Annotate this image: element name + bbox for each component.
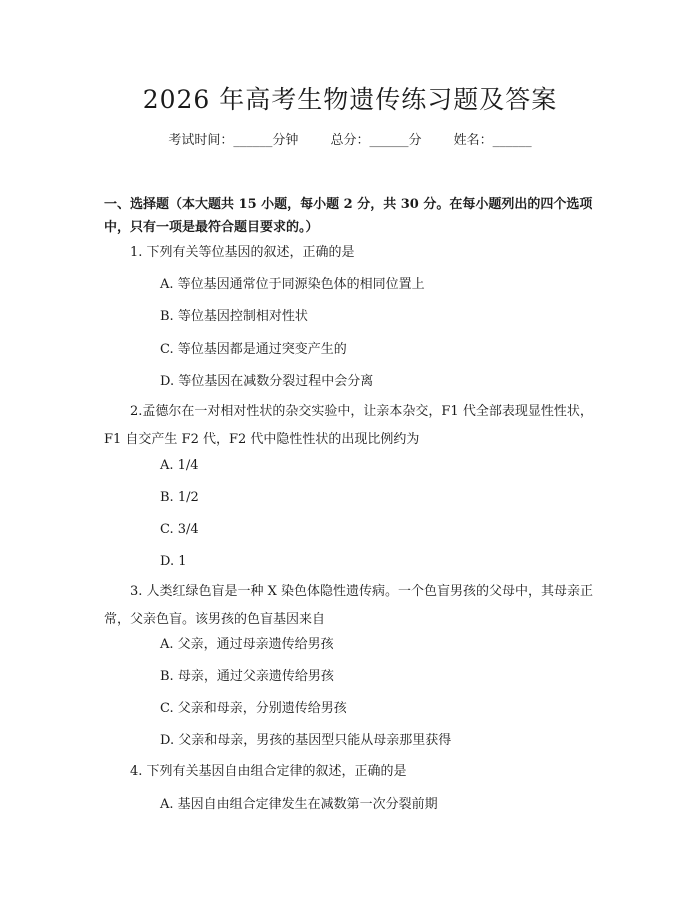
question-2-option-d: D. 1	[160, 554, 187, 569]
question-1-option-c: C. 等位基因都是通过突变产生的	[160, 342, 347, 357]
page-title: 2026 年高考生物遗传练习题及答案	[142, 85, 558, 114]
exam-time-field: 考试时间：______分钟	[168, 133, 299, 148]
question-3-option-d: D. 父亲和母亲，男孩的基因型只能从母亲那里获得	[160, 733, 452, 748]
exam-meta	[0, 131, 700, 151]
total-score-field: 总分：______分	[330, 133, 422, 148]
question-3-option-a: A. 父亲，通过母亲遗传给男孩	[160, 637, 334, 652]
question-1-option-a: A. 等位基因通常位于同源染色体的相同位置上	[160, 277, 425, 292]
question-2-stem: 2.孟德尔在一对相对性状的杂交实验中，让亲本杂交，F1 代全部表现显性性状，F1 自交产生 F2 代，F2 代中隐性性状的出现比例约为	[104, 404, 593, 447]
question-4-stem: 4. 下列有关基因自由组合定律的叙述，正确的是	[130, 764, 407, 779]
question-3-option-b: B. 母亲，通过父亲遗传给男孩	[160, 669, 334, 684]
question-2-option-c: C. 3/4	[160, 522, 199, 537]
question-1-stem: 1. 下列有关等位基因的叙述，正确的是	[130, 245, 355, 260]
question-1-option-d: D. 等位基因在减数分裂过程中会分离	[160, 374, 374, 389]
question-3-stem: 3. 人类红绿色盲是一种 X 染色体隐性遗传病。一个色盲男孩的父母中，其母亲正常，父亲色盲。该男孩的色盲基因来自	[104, 584, 594, 627]
question-2-option-a: A. 1/4	[160, 458, 199, 473]
student-name-field: 姓名：______	[453, 133, 532, 148]
question-1-option-b: B. 等位基因控制相对性状	[160, 309, 308, 324]
question-3-option-c: C. 父亲和母亲，分别遗传给男孩	[160, 701, 347, 716]
question-2-option-b: B. 1/2	[160, 490, 199, 505]
section-heading: 一、选择题（本大题共 15 小题，每小题 2 分，共 30 分。在每小题列出的四个选项中，只有一项是最符合题目要求的。）	[104, 197, 593, 235]
question-4-option-a: A. 基因自由组合定律发生在减数第一次分裂前期	[160, 797, 438, 812]
